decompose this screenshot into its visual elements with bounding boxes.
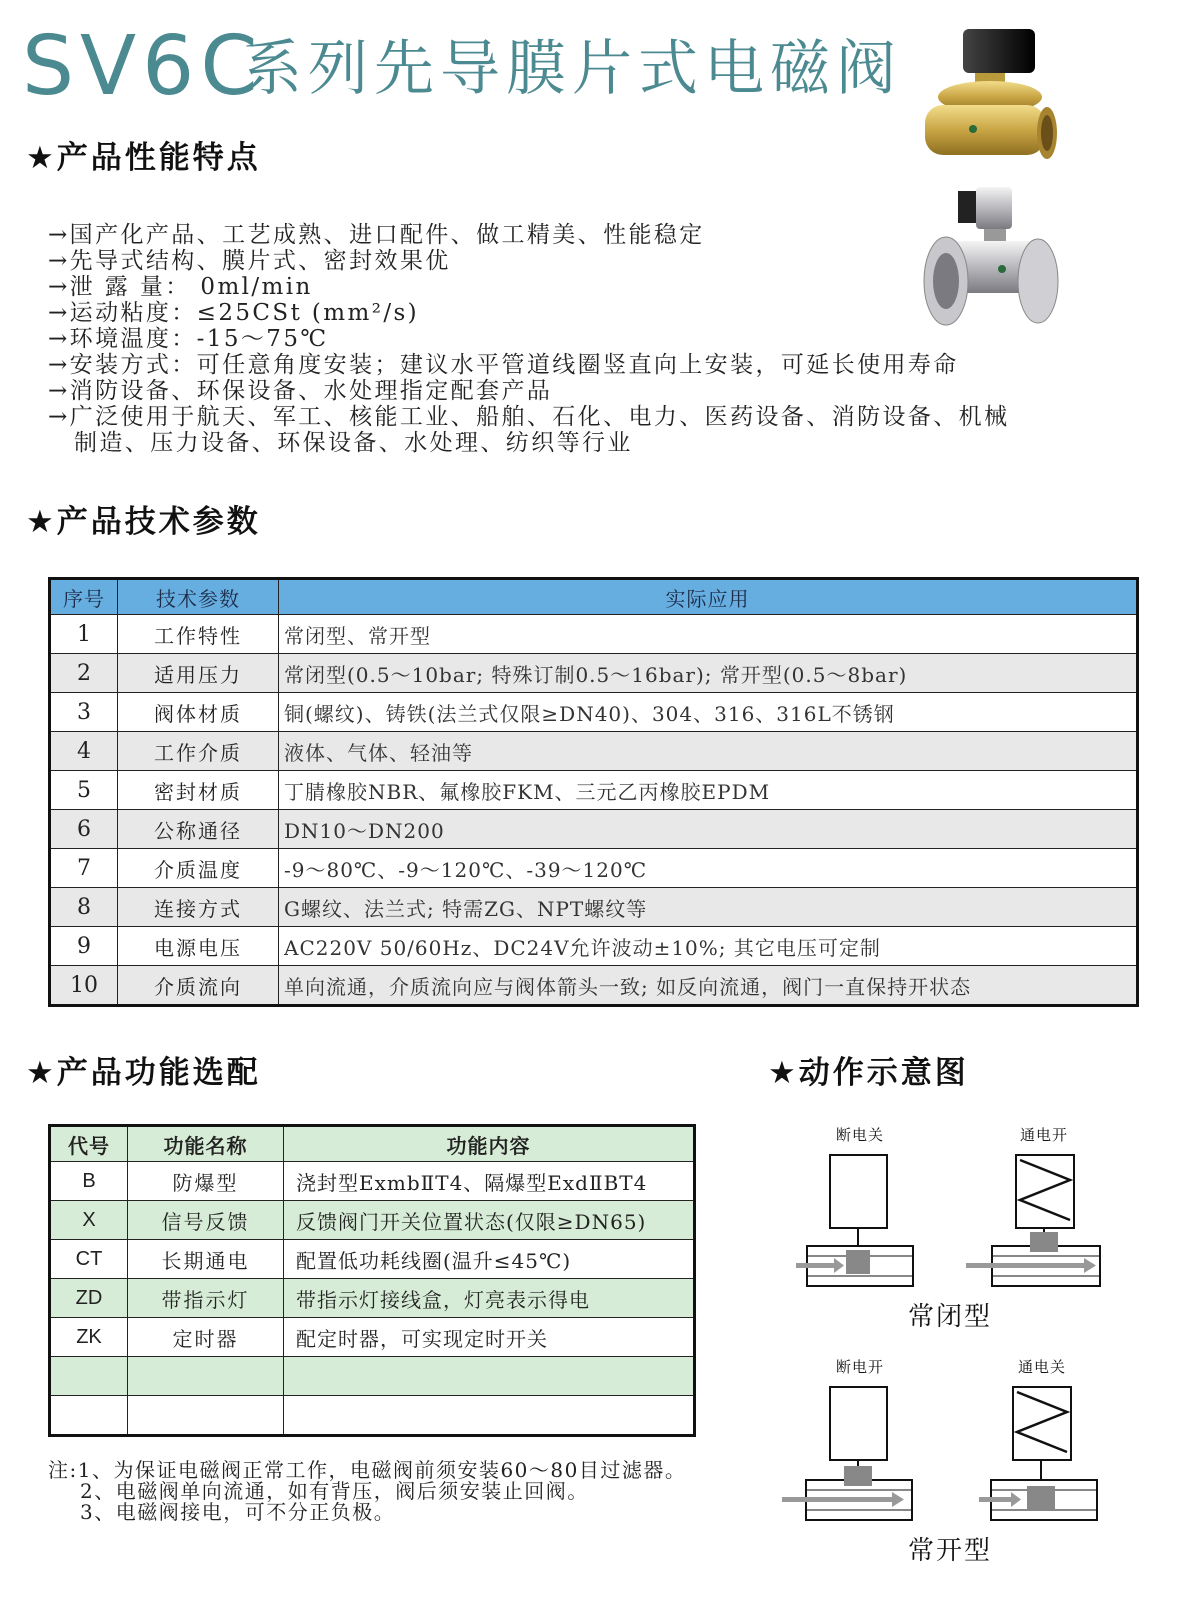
row-no: 9: [50, 927, 118, 966]
spec-table-header: [50, 579, 1138, 615]
row-param: 工作特性: [118, 615, 279, 654]
feature-item: →环境温度：-15～75℃: [48, 326, 329, 352]
row-value: 常闭型、常开型: [279, 615, 1138, 654]
normally-open-label: 常开型: [908, 1536, 993, 1566]
options-table-header: [50, 1126, 695, 1162]
options-header-name: 功能名称: [128, 1126, 284, 1162]
row-value: G螺纹、法兰式; 特需ZG、NPT螺纹等: [279, 888, 1138, 927]
diagram-section-title: ★动作示意图: [768, 1055, 969, 1091]
feature-item: →广泛使用于航天、军工、核能工业、船舶、石化、电力、医药设备、消防设备、机械: [48, 404, 1010, 430]
row-no: 4: [50, 732, 118, 771]
option-name: [128, 1396, 284, 1436]
options-section-title: ★产品功能选配: [26, 1055, 261, 1091]
option-code: [50, 1396, 128, 1436]
option-code: X: [50, 1201, 128, 1240]
option-name: 带指示灯: [128, 1279, 284, 1318]
product-series-title: 系列先导膜片式电磁阀: [242, 34, 902, 104]
option-content: [284, 1357, 695, 1396]
table-row: [50, 1357, 695, 1396]
table-row: [50, 888, 1138, 927]
row-value: 丁腈橡胶NBR、氟橡胶FKM、三元乙丙橡胶EPDM: [279, 771, 1138, 810]
table-row: [50, 966, 1138, 1006]
table-row: [50, 1240, 695, 1279]
table-row: [50, 1396, 695, 1436]
option-code: CT: [50, 1240, 128, 1279]
row-value: 液体、气体、轻油等: [279, 732, 1138, 771]
notes: [48, 1460, 686, 1523]
row-value: AC220V 50/60Hz、DC24V允许波动±10%; 其它电压可定制: [279, 927, 1138, 966]
row-param: 密封材质: [118, 771, 279, 810]
option-code: [50, 1357, 128, 1396]
option-content: 配定时器，可实现定时开关: [284, 1318, 695, 1357]
nc-power-on-label: 通电开: [1020, 1126, 1069, 1144]
option-name: 定时器: [128, 1318, 284, 1357]
features-section-title: ★产品性能特点: [26, 140, 261, 176]
product-code-title: SV6C: [22, 19, 264, 114]
spec-header-no: 序号: [50, 579, 118, 615]
note-line: 注:1、为保证电磁阀正常工作，电磁阀前须安装60～80目过滤器。: [48, 1458, 687, 1482]
features-list: [48, 222, 1148, 456]
options-header-content: 功能内容: [284, 1126, 695, 1162]
table-row: [50, 771, 1138, 810]
note-line: 2、电磁阀单向流通，如有背压，阀后须安装止回阀。: [80, 1479, 589, 1503]
row-no: 1: [50, 615, 118, 654]
no-on-valve-diagram: [975, 1382, 1110, 1527]
row-value: -9～80℃、-9～120℃、-39～120℃: [279, 849, 1138, 888]
feature-item: →国产化产品、工艺成熟、进口配件、做工精美、性能稳定: [48, 222, 705, 248]
row-param: 电源电压: [118, 927, 279, 966]
feature-item: →泄 露 量： 0ml/min: [48, 274, 313, 300]
option-code: B: [50, 1162, 128, 1201]
feature-item: →运动粘度：≤25CSt (mm²/s): [48, 300, 420, 326]
option-content: [284, 1396, 695, 1436]
row-no: 7: [50, 849, 118, 888]
option-code: ZD: [50, 1279, 128, 1318]
table-row: [50, 654, 1138, 693]
row-value: 常闭型(0.5～10bar; 特殊订制0.5～16bar); 常开型(0.5～8bar): [279, 654, 1138, 693]
row-param: 介质温度: [118, 849, 279, 888]
option-name: 长期通电: [128, 1240, 284, 1279]
option-name: 信号反馈: [128, 1201, 284, 1240]
row-value: DN10～DN200: [279, 810, 1138, 849]
nc-power-off-label: 断电关: [836, 1126, 885, 1144]
options-header-code: 代号: [50, 1126, 128, 1162]
feature-item: →消防设备、环保设备、水处理指定配套产品: [48, 378, 553, 404]
row-no: 2: [50, 654, 118, 693]
option-content: 配置低功耗线圈(温升≤45℃): [284, 1240, 695, 1279]
row-param: 适用压力: [118, 654, 279, 693]
nc-on-valve-diagram: [960, 1150, 1110, 1290]
row-no: 8: [50, 888, 118, 927]
feature-item-continuation: 制造、压力设备、环保设备、水处理、纺织等行业: [74, 430, 633, 456]
row-value: 单向流通，介质流向应与阀体箭头一致; 如反向流通，阀门一直保持开状态: [279, 966, 1138, 1006]
options-table: [48, 1124, 696, 1437]
option-content: 浇封型ExmbⅡT4、隔爆型ExdⅡBT4: [284, 1162, 695, 1201]
option-name: [128, 1357, 284, 1396]
normally-closed-label: 常闭型: [908, 1302, 993, 1332]
row-value: 铜(螺纹)、铸铁(法兰式仅限≥DN40)、304、316、316L不锈钢: [279, 693, 1138, 732]
params-section-title: ★产品技术参数: [26, 504, 261, 540]
row-param: 阀体材质: [118, 693, 279, 732]
spec-header-param: 技术参数: [118, 579, 279, 615]
option-content: 带指示灯接线盒，灯亮表示得电: [284, 1279, 695, 1318]
note-line: 3、电磁阀接电，可不分正负极。: [80, 1500, 396, 1524]
spec-header-value: 实际应用: [279, 579, 1138, 615]
option-name: 防爆型: [128, 1162, 284, 1201]
row-param: 工作介质: [118, 732, 279, 771]
table-row: [50, 1201, 695, 1240]
brass-valve-photo: [915, 25, 1065, 175]
no-off-valve-diagram: [780, 1382, 920, 1527]
table-row: [50, 1279, 695, 1318]
spec-table: [48, 577, 1139, 1007]
no-power-off-label: 断电开: [836, 1358, 885, 1376]
row-param: 介质流向: [118, 966, 279, 1006]
table-row: [50, 927, 1138, 966]
table-row: [50, 849, 1138, 888]
option-code: ZK: [50, 1318, 128, 1357]
table-row: [50, 1318, 695, 1357]
no-power-on-label: 通电关: [1018, 1358, 1067, 1376]
table-row: [50, 615, 1138, 654]
option-content: 反馈阀门开关位置状态(仅限≥DN65): [284, 1201, 695, 1240]
row-param: 连接方式: [118, 888, 279, 927]
feature-item: →先导式结构、膜片式、密封效果优: [48, 248, 451, 274]
table-row: [50, 693, 1138, 732]
row-no: 10: [50, 966, 118, 1006]
table-row: [50, 810, 1138, 849]
feature-item: →安装方式：可任意角度安装；建议水平管道线圈竖直向上安装，可延长使用寿命: [48, 352, 959, 378]
row-no: 6: [50, 810, 118, 849]
row-param: 公称通径: [118, 810, 279, 849]
nc-off-valve-diagram: [790, 1150, 920, 1290]
table-row: [50, 732, 1138, 771]
row-no: 5: [50, 771, 118, 810]
table-row: [50, 1162, 695, 1201]
row-no: 3: [50, 693, 118, 732]
